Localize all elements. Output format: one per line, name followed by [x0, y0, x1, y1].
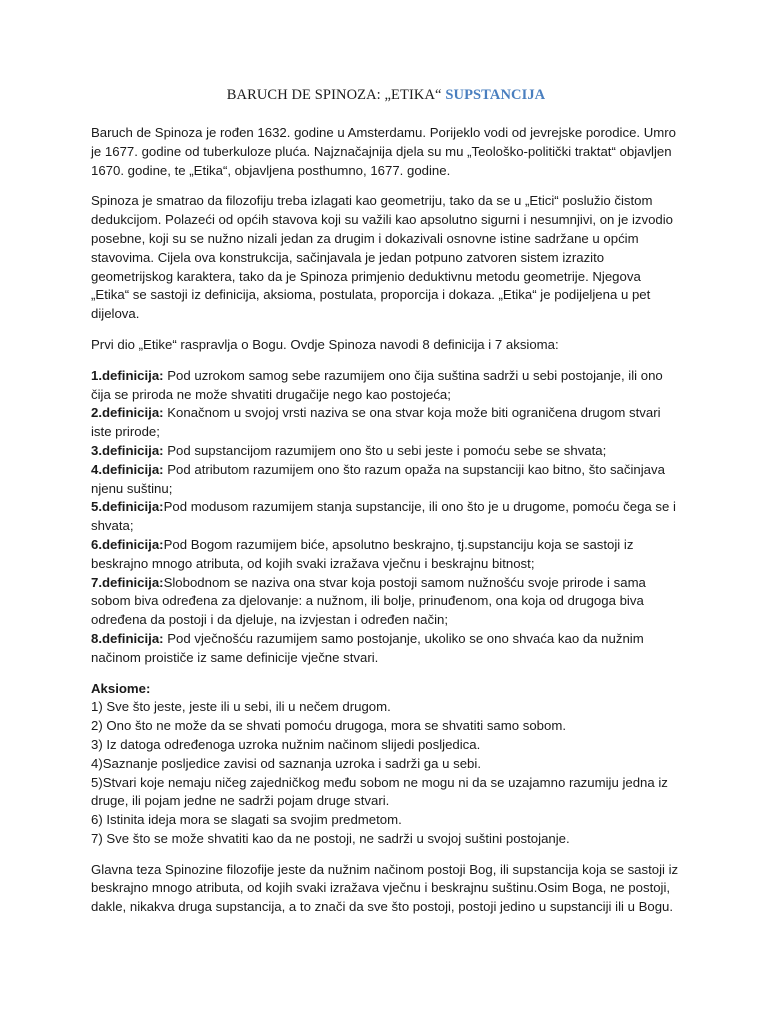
axiom-item: 2) Ono što ne može da se shvati pomoću drugoga, mora se shvatiti samo sobom.	[91, 718, 566, 734]
title-main: BARUCH DE SPINOZA: „ETIKA“	[226, 87, 442, 103]
paragraph-method: Spinoza je smatrao da filozofiju treba izlagati kao geometriju, tako da se u „Etici“ poslužio čistom dedukcijom. Polazeći od općih stavova koji su važili kao apsolutno sigurni i nesumnjivi, on je izvodio posebne, koji su se nužno nizali jedan za drugim i dokazivali osnovne istine sadržane u općim stavovima. Cijela ova konstrukcija, sačinjavala je jedan potpuno zatvoren sistem izrazito geometrijskog karaktera, tako da je Spinoza primjenio deduktivnu metodu geometrije. Njegova „Etika“ se sastoji iz definicija, aksioma, postulata, proporcija i dokaza. „Etika“ je podijeljena u pet dijelova.	[91, 193, 674, 322]
paragraph-first-part: Prvi dio „Etike“ raspravlja o Bogu. Ovdje Spinoza navodi 8 definicija i 7 aksioma:	[91, 336, 559, 352]
definition-item	[91, 367, 681, 405]
axiom-item: 5)Stvari koje nemaju ničeg zajedničkog među sobom ne mogu ni da se uzajamno razumiju jedna iz druge, ili pojam jedne ne sadrži pojam druge stvari.	[91, 774, 668, 809]
axiom-item: 3) Iz datoga određenoga uzroka nužnim načinom slijedi posljedica.	[91, 736, 481, 752]
definitions-list	[91, 367, 681, 668]
paragraph-biography: Baruch de Spinoza je rođen 1632. godine u Amsterdamu. Porijeklo vodi od jevrejske porodice. Umro je 1677. godine od tuberkuloze pluća. Najznačajnija djela su mu „Teološko-politički traktat“ objavljen 1670. godine, te „Etika“, objavljena posthumno, 1677. godine.	[91, 125, 676, 178]
definition-text: Pod Bogom razumijem biće, apsolutno beskrajno, tj.supstanciju koja se sastoji iz beskrajno mnogo atributa, od kojih svaki izražava vječnu i beskrajnu bitnost;	[91, 536, 634, 571]
document-title	[91, 84, 681, 106]
definition-item	[91, 461, 681, 499]
definition-label: 6.definicija:	[91, 536, 164, 552]
definition-label: 2.definicija:	[91, 405, 164, 421]
paragraph-conclusion: Glavna teza Spinozine filozofije jeste da nužnim načinom postoji Bog, ili supstancija koja se sastoji iz beskrajno mnogo atributa, od kojih svaki izražava vječnu i beskrajnu suštinu.Osim Boga, ne postoji, dakle, nikakva druga supstancija, a to znači da sve što postoji, postoji jedino u supstanciji ili u Bogu.	[91, 861, 679, 915]
definition-item	[91, 498, 681, 536]
definition-text: Pod uzrokom samog sebe razumijem ono čija suština sadrži u sebi postojanje, ili ono čija se priroda ne može shvatiti drugačije nego kao postojeća;	[91, 367, 663, 402]
definition-item	[91, 574, 681, 630]
definition-text: Pod supstancijom razumijem ono što u sebi jeste i pomoću sebe se shvata;	[163, 442, 607, 458]
axiom-item: 6) Istinita ideja mora se slagati sa svojim predmetom.	[91, 812, 402, 828]
definition-label: 5.definicija:	[91, 499, 164, 515]
axioms-heading: Aksiome:	[91, 680, 151, 696]
title-accent: SUPSTANCIJA	[445, 87, 546, 103]
definition-item	[91, 630, 681, 668]
definition-item	[91, 442, 681, 461]
definition-item	[91, 536, 681, 574]
definition-text: Pod modusom razumijem stanja supstancije, ili ono što je u drugome, pomoću čega se i shvata;	[91, 499, 676, 534]
document-page	[91, 84, 681, 929]
definition-text: Konačnom u svojoj vrsti naziva se ona stvar koja može biti ograničena drugom stvari iste prirode;	[91, 405, 661, 440]
axiom-item: 1) Sve što jeste, jeste ili u sebi, ili u nečem drugom.	[91, 699, 391, 715]
definition-label: 4.definicija:	[91, 461, 164, 477]
axioms-list	[91, 680, 681, 849]
definition-label: 1.definicija:	[91, 367, 164, 383]
definition-item	[91, 404, 681, 442]
axiom-item: 7) Sve što se može shvatiti kao da ne postoji, ne sadrži u svojoj suštini postojanje.	[91, 830, 570, 846]
definition-label: 3.definicija:	[91, 442, 164, 458]
definition-label: 8.definicija:	[91, 630, 164, 646]
definition-text: Pod vječnošću razumijem samo postojanje, ukoliko se ono shvaća kao da nužnim načinom proističe iz same definicije vječne stvari.	[91, 630, 644, 665]
definition-text: Slobodnom se naziva ona stvar koja postoji samom nužnošću svoje prirode i sama sobom biva određena za djelovanje: a nužnom, ili bolje, prinuđenom, ona koja od drugoga biva određena da postoji i da djeluje, na izvjestan i određen način;	[91, 574, 646, 628]
definition-text: Pod atributom razumijem ono što razum opaža na supstanciji kao bitno, što sačinjava njenu suštinu;	[91, 461, 665, 496]
definition-label: 7.definicija:	[91, 574, 164, 590]
axiom-item: 4)Saznanje posljedice zavisi od saznanja uzroka i sadrži ga u sebi.	[91, 755, 481, 771]
